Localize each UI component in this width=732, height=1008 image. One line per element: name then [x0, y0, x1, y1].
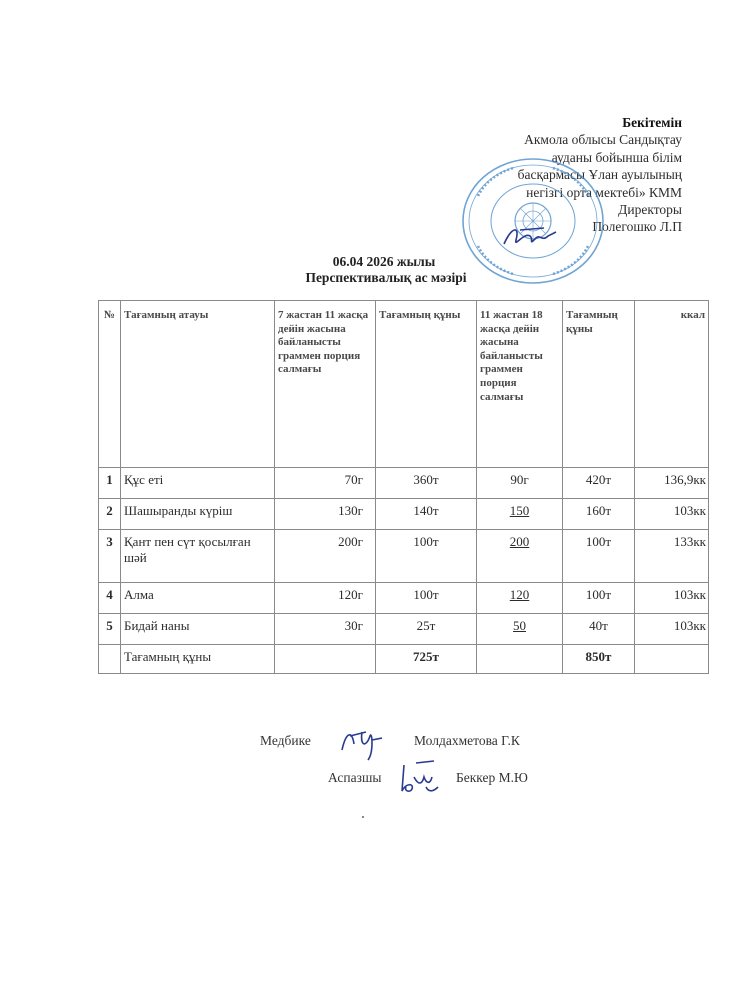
row-number: 3 — [99, 530, 121, 583]
dish-name: Шашыранды күріш — [121, 499, 275, 530]
scan-speck — [362, 816, 364, 818]
price-senior: 100т — [563, 583, 635, 614]
weight-senior: 90г — [477, 468, 563, 499]
director-signature-icon — [500, 222, 560, 252]
menu-table — [98, 300, 709, 674]
total-junior: 725т — [376, 645, 477, 674]
document-date: 06.04 2026 жылы — [332, 254, 436, 269]
kcal: 133кк — [635, 530, 709, 583]
approval-line: негізгі орта мектебі» КММ — [526, 184, 682, 200]
total-label: Тағамның құны — [121, 645, 275, 674]
table-row — [99, 614, 709, 645]
column-header: 7 жастан 11 жасқа дейін жасына байланысты граммен порция салмағы — [275, 301, 376, 468]
document-title: Перспективалық ас мәзірі — [305, 270, 467, 285]
row-number: 2 — [99, 499, 121, 530]
approval-line: ауданы бойынша білім — [551, 149, 682, 165]
weight-junior: 200г — [275, 530, 376, 583]
row-number: 4 — [99, 583, 121, 614]
weight-junior: 30г — [275, 614, 376, 645]
weight-senior: 50 — [477, 614, 563, 645]
approval-line: Полегошко Л.П — [592, 219, 682, 235]
kcal: 103кк — [635, 499, 709, 530]
price-junior: 140т — [376, 499, 477, 530]
price-junior: 100т — [376, 583, 477, 614]
price-junior: 25т — [376, 614, 477, 645]
total-row — [99, 645, 709, 674]
total-senior: 850т — [563, 645, 635, 674]
approval-line: басқармасы Ұлан ауылының — [517, 167, 682, 183]
kcal: 103кк — [635, 583, 709, 614]
price-senior: 100т — [563, 530, 635, 583]
price-junior: 360т — [376, 468, 477, 499]
weight-junior: 120г — [275, 583, 376, 614]
price-senior: 160т — [563, 499, 635, 530]
column-header: Тағамның құны — [376, 301, 477, 468]
dish-name: Бидай наны — [121, 614, 275, 645]
price-senior: 40т — [563, 614, 635, 645]
cook-signature-icon — [396, 757, 442, 797]
cook-name: Беккер М.Ю — [456, 770, 528, 785]
table-row — [99, 530, 709, 583]
table-row — [99, 583, 709, 614]
nurse-name: Молдахметова Г.К — [414, 733, 520, 748]
cook-role: Аспазшы — [328, 770, 382, 785]
weight-senior: 200 — [477, 530, 563, 583]
kcal: 103кк — [635, 614, 709, 645]
kcal: 136,9кк — [635, 468, 709, 499]
approval-line: Акмола облысы Сандықтау — [524, 132, 682, 148]
table-row — [99, 499, 709, 530]
price-senior: 420т — [563, 468, 635, 499]
dish-name: Қант пен сүт қосылған шәй — [121, 530, 275, 583]
row-number: 5 — [99, 614, 121, 645]
table-row — [99, 468, 709, 499]
nurse-signature-icon — [336, 722, 386, 762]
weight-junior: 70г — [275, 468, 376, 499]
approval-heading: Бекітемін — [622, 115, 682, 130]
weight-junior: 130г — [275, 499, 376, 530]
column-header: Тағамның құны — [563, 301, 635, 468]
price-junior: 100т — [376, 530, 477, 583]
row-number: 1 — [99, 468, 121, 499]
dish-name: Алма — [121, 583, 275, 614]
column-header: Тағамның атауы — [121, 301, 275, 468]
dish-name: Құс еті — [121, 468, 275, 499]
approval-line: Директоры — [618, 202, 682, 218]
weight-senior: 120 — [477, 583, 563, 614]
column-header: № — [99, 301, 121, 468]
column-header: ккал — [635, 301, 709, 468]
nurse-role: Медбике — [260, 733, 311, 748]
table-header-row — [99, 301, 709, 468]
weight-senior: 150 — [477, 499, 563, 530]
column-header: 11 жастан 18 жасқа дейін жасына байланысты граммен порция салмағы — [477, 301, 563, 468]
